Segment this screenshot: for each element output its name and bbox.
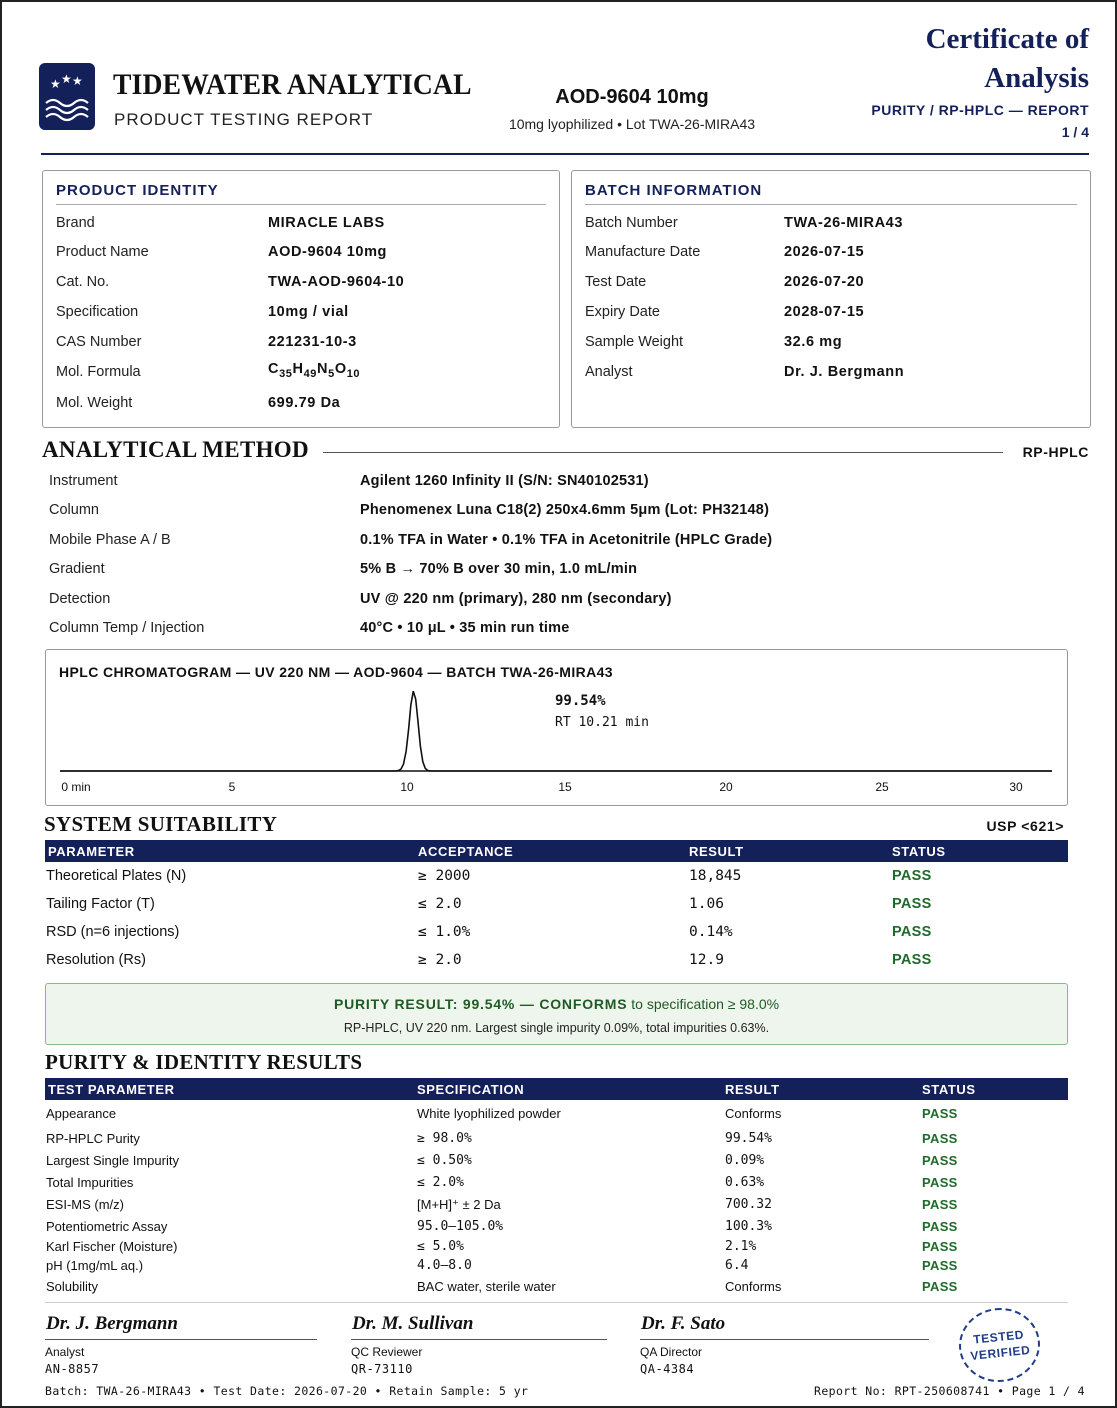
method-row (49, 620, 1085, 642)
x-tick-label: 0 min (61, 780, 91, 794)
purity-result-line (46, 996, 1067, 1012)
row-label: Mol. Weight (56, 395, 133, 411)
page-counter: 1 / 4 (1061, 124, 1089, 140)
row-value: 2026-07-20 (784, 274, 865, 290)
identity-row (56, 395, 549, 417)
cell-test-parameter: Potentiometric Assay (46, 1219, 168, 1234)
signature-analyst: Dr. J. Bergmann (46, 1313, 178, 1334)
cell-parameter: Tailing Factor (T) (46, 896, 155, 912)
row-label: Expiry Date (585, 304, 660, 320)
signature-role: QA Director (640, 1345, 703, 1359)
report-type: PURITY / RP-HPLC — REPORT (871, 102, 1089, 118)
row-value: MIRACLE LABS (268, 215, 385, 231)
svg-text:★: ★ (61, 72, 72, 86)
svg-text:★: ★ (50, 77, 61, 91)
formula-c: C (268, 361, 280, 377)
cell-test-parameter: Appearance (46, 1106, 117, 1121)
col-acceptance: ACCEPTANCE (418, 844, 514, 859)
cell-specification: 4.0–8.0 (417, 1258, 472, 1273)
cell-result: 1.06 (689, 896, 724, 912)
method-row (49, 473, 1085, 495)
peak-rt-label: RT 10.21 min (555, 715, 649, 730)
method-label: Column Temp / Injection (49, 620, 205, 636)
batch-row (585, 304, 1080, 326)
method-value: Agilent 1260 Infinity II (S/N: SN40102531) (360, 473, 649, 489)
cell-acceptance: ≤ 2.0 (418, 896, 462, 912)
cell-parameter: Theoretical Plates (N) (46, 868, 187, 884)
row-label: CAS Number (56, 334, 142, 350)
method-row (49, 502, 1085, 524)
cell-specification: ≤ 5.0% (417, 1239, 464, 1254)
col-result: RESULT (689, 844, 744, 859)
cell-test-parameter: RP-HPLC Purity (46, 1131, 140, 1146)
cell-result: 2.1% (725, 1239, 757, 1254)
row-value: 699.79 Da (268, 395, 341, 411)
row-value: 10mg / vial (268, 304, 349, 320)
status-badge: PASS (922, 1131, 958, 1146)
row-value: 32.6 mg (784, 334, 843, 350)
batch-row (585, 244, 1080, 266)
status-badge: PASS (892, 924, 932, 940)
stars-waves-logo-icon (39, 63, 95, 130)
x-tick-label: 15 (558, 780, 572, 794)
purity-result-banner (45, 983, 1068, 1045)
identity-row (56, 244, 549, 266)
purity-table-header (45, 1078, 1068, 1100)
method-value: 5% B → 70% B over 30 min, 1.0 mL/min (360, 561, 638, 577)
purity-result-spec: to specification ≥ 98.0% (631, 996, 780, 1012)
row-value: Dr. J. Bergmann (784, 364, 905, 380)
status-badge: PASS (892, 896, 932, 912)
cell-result: 0.63% (725, 1175, 765, 1190)
stamp-line1: TESTED (972, 1327, 1025, 1347)
method-tag: RP-HPLC (1022, 444, 1089, 460)
row-value: 221231-10-3 (268, 334, 357, 350)
row-label: Analyst (585, 364, 633, 380)
signature-line (640, 1339, 929, 1340)
cell-specification: 95.0–105.0% (417, 1219, 504, 1234)
row-label: Manufacture Date (585, 244, 701, 260)
svg-text:★: ★ (72, 74, 83, 88)
cell-specification: White lyophilized powder (417, 1106, 561, 1121)
cell-result: 99.54% (725, 1131, 772, 1146)
product-identity-box (42, 170, 560, 428)
signature-id: AN-8857 (45, 1362, 100, 1376)
cell-result: 12.9 (689, 952, 724, 968)
method-value: 40°C • 10 μL • 35 min run time (360, 620, 570, 636)
formula-o: O (334, 361, 347, 377)
cell-test-parameter: ESI-MS (m/z) (46, 1197, 124, 1212)
signature-line (45, 1339, 317, 1340)
row-value: AOD-9604 10mg (268, 244, 388, 260)
stamp-line2: VERIFIED (969, 1342, 1031, 1364)
cell-parameter: RSD (n=6 injections) (46, 924, 180, 940)
method-label: Instrument (49, 473, 118, 489)
row-label: Specification (56, 304, 139, 320)
method-value: UV @ 220 nm (primary), 280 nm (secondary) (360, 591, 672, 607)
tested-verified-stamp (955, 1304, 1043, 1386)
method-label: Mobile Phase A / B (49, 532, 171, 548)
purity-result-note: RP-HPLC, UV 220 nm. Largest single impurity 0.09%, total impurities 0.63%. (343, 1021, 770, 1035)
row-label: Mol. Formula (56, 364, 141, 380)
row-value: 2028-07-15 (784, 304, 865, 320)
method-value: Phenomenex Luna C18(2) 250x4.6mm 5μm (Lot: PH32148) (360, 502, 770, 518)
cell-result: 6.4 (725, 1258, 749, 1273)
cell-specification: ≥ 98.0% (417, 1131, 472, 1146)
chromatogram-trace (60, 691, 1052, 771)
cell-test-parameter: Largest Single Impurity (46, 1153, 179, 1168)
identity-row (56, 334, 549, 356)
purity-result-headline: PURITY RESULT: 99.54% — CONFORMS (333, 996, 628, 1012)
row-label: Sample Weight (585, 334, 684, 350)
x-tick-label: 30 (1009, 780, 1023, 794)
cell-result: 0.09% (725, 1153, 765, 1168)
signature-id: QA-4384 (640, 1362, 695, 1376)
cell-acceptance: ≥ 2000 (418, 868, 471, 884)
lab-subtitle: PRODUCT TESTING REPORT (114, 110, 374, 129)
row-value: 2026-07-15 (784, 244, 865, 260)
purity-identity-heading: PURITY & IDENTITY RESULTS (45, 1050, 363, 1074)
analytical-method-heading: ANALYTICAL METHOD (42, 437, 309, 462)
row-label: Batch Number (585, 215, 678, 231)
status-badge: PASS (892, 868, 932, 884)
status-badge: PASS (922, 1197, 958, 1212)
product-subtitle: 10mg lyophilized • Lot TWA-26-MIRA43 (508, 116, 756, 132)
identity-row (56, 215, 549, 237)
method-label: Gradient (49, 561, 105, 577)
row-label: Product Name (56, 244, 149, 260)
batch-row (585, 215, 1080, 237)
cell-result: 100.3% (725, 1219, 772, 1234)
cell-acceptance: ≥ 2.0 (418, 952, 462, 968)
col-status: STATUS (922, 1082, 976, 1097)
row-label: Cat. No. (56, 274, 110, 290)
cell-test-parameter: Solubility (46, 1279, 99, 1294)
cell-test-parameter: Total Impurities (46, 1175, 134, 1190)
cell-specification: [M+H]⁺ ± 2 Da (417, 1197, 501, 1212)
chart-title: HPLC CHROMATOGRAM — UV 220 NM — AOD-9604 — BATCH TWA-26-MIRA43 (59, 664, 613, 680)
identity-row (56, 361, 549, 386)
signature-qa-director: Dr. F. Sato (641, 1313, 726, 1334)
col-parameter: PARAMETER (48, 844, 135, 859)
formula-o-count: 10 (346, 367, 361, 380)
identity-row (56, 304, 549, 326)
status-badge: PASS (922, 1175, 958, 1190)
cell-test-parameter: pH (1mg/mL aq.) (46, 1258, 144, 1273)
cell-specification: ≤ 0.50% (417, 1153, 472, 1168)
col-specification: SPECIFICATION (417, 1082, 525, 1097)
header-divider (41, 153, 1089, 155)
signature-id: QR-73110 (351, 1362, 413, 1376)
section-rule (323, 452, 1003, 453)
cell-parameter: Resolution (Rs) (46, 952, 146, 968)
row-value: TWA-AOD-9604-10 (268, 274, 405, 290)
col-result: RESULT (725, 1082, 780, 1097)
cell-acceptance: ≤ 1.0% (418, 924, 471, 940)
signature-line (351, 1339, 607, 1340)
box-divider (56, 204, 546, 205)
cell-result: 700.32 (725, 1197, 772, 1212)
cell-result: Conforms (725, 1106, 782, 1121)
x-tick-label: 20 (719, 780, 733, 794)
certificate-title-line2: Analysis (984, 62, 1089, 94)
status-badge: PASS (922, 1153, 958, 1168)
batch-information-box (571, 170, 1091, 428)
cell-test-parameter: Karl Fischer (Moisture) (46, 1239, 178, 1254)
batch-information-title: BATCH INFORMATION (585, 182, 763, 199)
method-label: Column (49, 502, 99, 518)
method-value: 0.1% TFA in Water • 0.1% TFA in Acetonitrile (HPLC Grade) (360, 532, 773, 548)
x-tick-label: 5 (228, 780, 236, 794)
method-row (49, 561, 1085, 583)
cell-specification: ≤ 2.0% (417, 1175, 464, 1190)
certificate-title (926, 20, 1089, 98)
status-badge: PASS (922, 1258, 958, 1273)
molecular-formula (268, 361, 360, 380)
x-tick-label: 25 (875, 780, 889, 794)
cell-result: Conforms (725, 1279, 782, 1294)
formula-h: H (292, 361, 304, 377)
status-badge: PASS (922, 1219, 958, 1234)
footer-right: Report No: RPT-250608741 • Page 1 / 4 (814, 1384, 1085, 1398)
batch-row (585, 364, 1080, 386)
x-tick-label: 10 (400, 780, 414, 794)
signature-divider (45, 1302, 1068, 1303)
batch-row (585, 274, 1080, 296)
formula-c-count: 35 (279, 367, 293, 380)
batch-row (585, 334, 1080, 356)
system-suitability-heading: SYSTEM SUITABILITY (44, 812, 278, 836)
signature-role: Analyst (45, 1345, 85, 1359)
status-badge: PASS (922, 1106, 958, 1121)
cell-result: 18,845 (689, 868, 742, 884)
row-value: TWA-26-MIRA43 (784, 215, 903, 231)
method-row (49, 532, 1085, 554)
method-label: Detection (49, 591, 111, 607)
row-label: Test Date (585, 274, 647, 290)
signature-role: QC Reviewer (351, 1345, 423, 1359)
hplc-chromatogram (45, 649, 1068, 806)
status-badge: PASS (892, 952, 932, 968)
lab-name: TIDEWATER ANALYTICAL (113, 68, 472, 101)
box-divider (585, 204, 1077, 205)
footer-left: Batch: TWA-26-MIRA43 • Test Date: 2026-07-20 • Retain Sample: 5 yr (45, 1384, 529, 1398)
method-row (49, 591, 1085, 613)
row-label: Brand (56, 215, 95, 231)
status-badge: PASS (922, 1279, 958, 1294)
product-identity-title: PRODUCT IDENTITY (56, 182, 219, 199)
col-test-parameter: TEST PARAMETER (48, 1082, 175, 1097)
identity-row (56, 274, 549, 296)
col-status: STATUS (892, 844, 946, 859)
product-title: AOD-9604 10mg (555, 86, 709, 108)
formula-n: N (317, 361, 329, 377)
signature-qc-reviewer: Dr. M. Sullivan (352, 1313, 474, 1334)
cell-specification: BAC water, sterile water (417, 1279, 556, 1294)
usp-tag: USP <621> (986, 818, 1064, 834)
peak-area-label: 99.54% (555, 693, 606, 709)
formula-n-count: 5 (328, 367, 335, 380)
cell-result: 0.14% (689, 924, 733, 940)
status-badge: PASS (922, 1239, 958, 1254)
certificate-title-line1: Certificate of (925, 23, 1089, 55)
formula-h-count: 49 (303, 367, 318, 380)
suitability-table-header (45, 840, 1068, 862)
